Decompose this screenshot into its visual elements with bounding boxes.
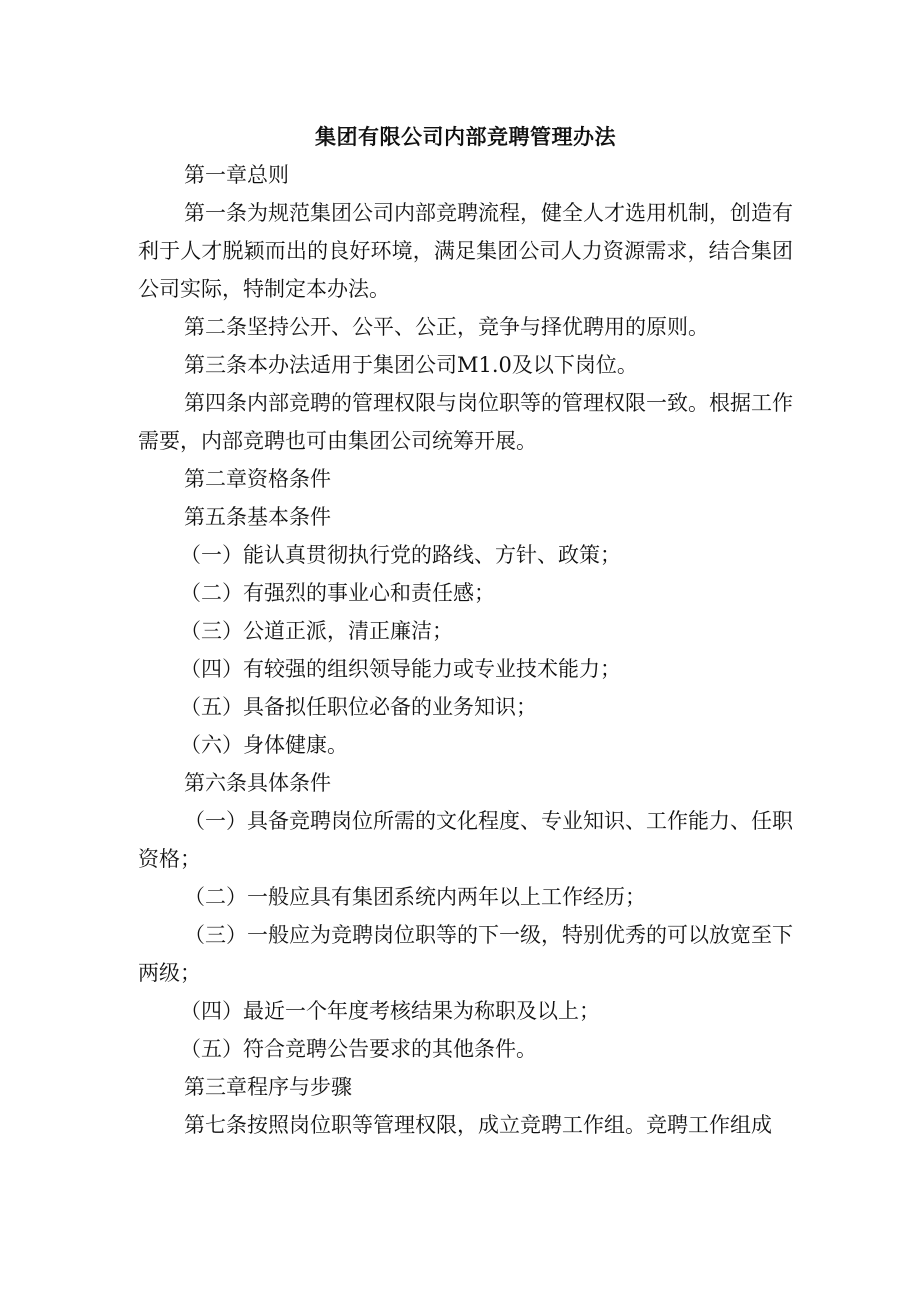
article-5-item-4: （四）有较强的组织领导能力或专业技术能力； [180, 657, 621, 681]
article-5-item-6: （六）身体健康。 [180, 733, 348, 757]
article-3: 第三条本办法适用于集团公司M1.0及以下岗位。 [184, 353, 638, 377]
document-body [138, 118, 793, 1144]
article-5-item-1: （一）能认真贯彻执行党的路线、方针、政策； [180, 543, 621, 567]
article-5-item-5: （五）具备拟任职位必备的业务知识； [180, 695, 537, 719]
article-5: 第五条基本条件 [184, 505, 331, 529]
article-6-item-5: （五）符合竞聘公告要求的其他条件。 [180, 1037, 537, 1061]
article-7: 第七条按照岗位职等管理权限，成立竞聘工作组。竞聘工作组成 [184, 1113, 772, 1137]
article-2: 第二条坚持公开、公平、公正，竞争与择优聘用的原则。 [184, 315, 709, 339]
document-title: 集团有限公司内部竞聘管理办法 [315, 125, 616, 149]
article-4: 第四条内部竞聘的管理权限与岗位职等的管理权限一致。根据工作需要，内部竞聘也可由集团公司统筹开展。 [138, 391, 793, 453]
article-5-item-2: （二）有强烈的事业心和责任感； [180, 581, 495, 605]
article-6-item-1: （一）具备竞聘岗位所需的文化程度、专业知识、工作能力、任职资格； [138, 809, 793, 871]
chapter-3-heading: 第三章程序与步骤 [184, 1075, 352, 1099]
chapter-2-heading: 第二章资格条件 [184, 467, 331, 491]
chapter-1-heading: 第一章总则 [184, 163, 289, 187]
article-6-item-2: （二）一般应具有集团系统内两年以上工作经历； [184, 885, 646, 909]
article-6: 第六条具体条件 [184, 771, 331, 795]
article-1: 第一条为规范集团公司内部竞聘流程，健全人才选用机制，创造有利于人才脱颖而出的良好环境，满足集团公司人力资源需求，结合集团公司实际，特制定本办法。 [138, 201, 793, 301]
article-6-item-3: （三）一般应为竞聘岗位职等的下一级，特别优秀的可以放宽至下两级； [138, 923, 793, 985]
article-6-item-4: （四）最近一个年度考核结果为称职及以上； [180, 999, 600, 1023]
article-5-item-3: （三）公道正派，清正廉洁； [180, 619, 453, 643]
